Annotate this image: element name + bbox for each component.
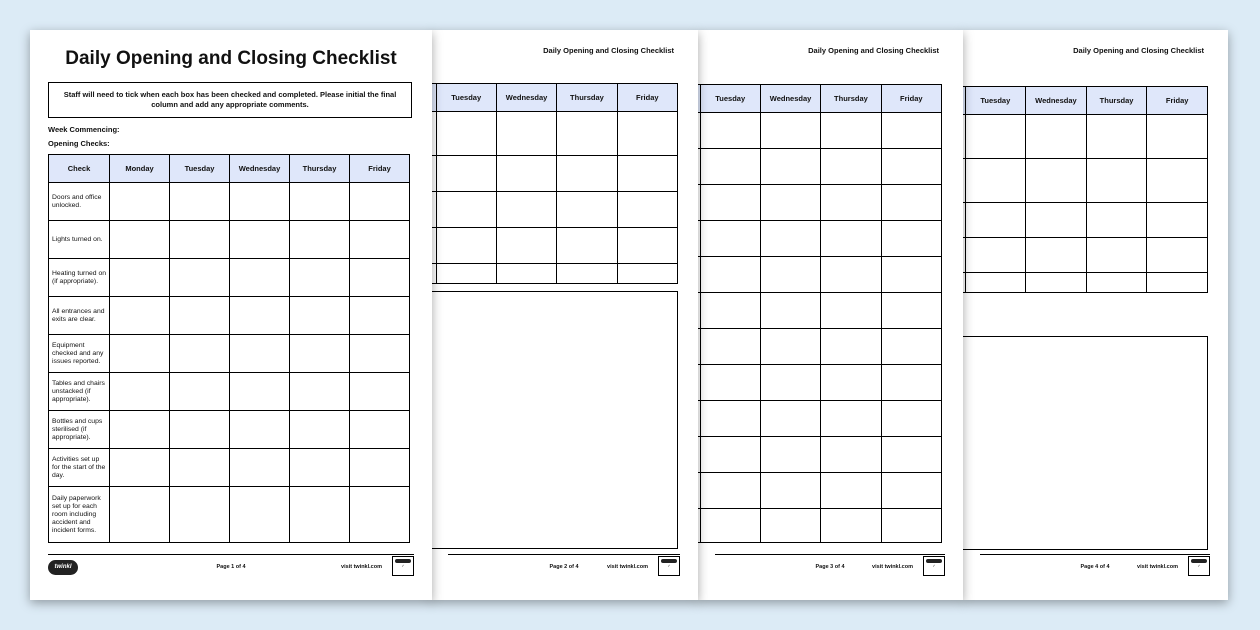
page-footer [48, 554, 414, 578]
tick-cell[interactable] [110, 487, 170, 543]
check-label: Equipment checked and any issues reported. [49, 335, 110, 373]
table-row [49, 259, 410, 297]
tick-cell[interactable] [350, 297, 410, 335]
table-row [962, 159, 1208, 203]
tick-cell[interactable] [170, 297, 230, 335]
page-number: Page 3 of 4 [815, 564, 845, 570]
page-number: Page 4 of 4 [1080, 564, 1110, 570]
tick-cell[interactable] [110, 373, 170, 411]
tick-cell[interactable] [230, 449, 290, 487]
table-row [49, 335, 410, 373]
tick-cell[interactable] [170, 335, 230, 373]
tick-cell[interactable] [290, 449, 350, 487]
tick-cell[interactable] [110, 221, 170, 259]
page-footer [715, 554, 945, 578]
worksheet-page-4 [962, 30, 1228, 600]
column-header: Wednesday [1026, 87, 1087, 115]
table-row [49, 487, 410, 543]
tick-cell[interactable] [230, 487, 290, 543]
week-commencing-label: Week Commencing: [48, 125, 120, 134]
website-link: visit twinkl.com [607, 564, 648, 570]
column-header: Tuesday [965, 87, 1026, 115]
table-row [49, 411, 410, 449]
tick-cell[interactable] [350, 373, 410, 411]
checklist-table [697, 84, 942, 543]
table-row [962, 238, 1208, 273]
column-header: Thursday [1086, 87, 1147, 115]
tick-cell[interactable] [230, 221, 290, 259]
comments-box [962, 336, 1208, 550]
tick-cell[interactable] [230, 335, 290, 373]
tick-cell[interactable] [110, 335, 170, 373]
column-header: Wednesday [760, 85, 820, 113]
tick-cell[interactable] [110, 449, 170, 487]
quality-badge-icon: ✓ [658, 556, 680, 576]
table-row [697, 473, 942, 509]
table-header-row [49, 155, 410, 183]
check-label: Bottles and cups sterilised (if appropriate). [49, 411, 110, 449]
column-header: Friday [1147, 87, 1208, 115]
column-header: Tuesday [700, 85, 760, 113]
twinkl-logo: twinkl [48, 560, 78, 575]
checklist-table [430, 83, 678, 284]
column-header: Wednesday [230, 155, 290, 183]
page-title: Daily Opening and Closing Checklist [65, 48, 397, 69]
column-header: Friday [881, 85, 941, 113]
column-header: Tuesday [436, 84, 496, 112]
table-row [49, 183, 410, 221]
tick-cell[interactable] [350, 335, 410, 373]
column-header: Thursday [821, 85, 881, 113]
tick-cell[interactable] [290, 411, 350, 449]
table-row [697, 401, 942, 437]
table-row [962, 273, 1208, 293]
table-row [697, 293, 942, 329]
table-header-row [430, 84, 678, 112]
tick-cell[interactable] [290, 259, 350, 297]
table-header-row [962, 87, 1208, 115]
column-header: Thursday [290, 155, 350, 183]
website-link: visit twinkl.com [341, 564, 382, 570]
tick-cell[interactable] [350, 487, 410, 543]
tick-cell[interactable] [350, 411, 410, 449]
table-row [697, 149, 942, 185]
table-header-row [697, 85, 942, 113]
table-row [962, 203, 1208, 238]
website-link: visit twinkl.com [1137, 564, 1178, 570]
table-row [697, 257, 942, 293]
table-row [697, 221, 942, 257]
tick-cell[interactable] [230, 373, 290, 411]
tick-cell[interactable] [230, 411, 290, 449]
check-label: Heating turned on (if appropriate). [49, 259, 110, 297]
tick-cell[interactable] [350, 183, 410, 221]
tick-cell[interactable] [170, 259, 230, 297]
tick-cell[interactable] [290, 487, 350, 543]
check-label: All entrances and exits are clear. [49, 297, 110, 335]
page-header: Daily Opening and Closing Checklist [808, 46, 939, 55]
table-row [430, 228, 678, 264]
table-row [697, 329, 942, 365]
tick-cell[interactable] [230, 297, 290, 335]
table-row [697, 113, 942, 149]
tick-cell[interactable] [290, 373, 350, 411]
tick-cell[interactable] [170, 183, 230, 221]
tick-cell[interactable] [290, 221, 350, 259]
tick-cell[interactable] [230, 183, 290, 221]
table-row [697, 509, 942, 543]
website-link: visit twinkl.com [872, 564, 913, 570]
page-header: Daily Opening and Closing Checklist [543, 46, 674, 55]
table-row [49, 221, 410, 259]
page-header: Daily Opening and Closing Checklist [1073, 46, 1204, 55]
tick-cell[interactable] [350, 221, 410, 259]
check-label: Activities set up for the start of the day. [49, 449, 110, 487]
table-row [697, 365, 942, 401]
table-row [49, 373, 410, 411]
tick-cell[interactable] [170, 221, 230, 259]
column-header: Wednesday [496, 84, 556, 112]
tick-cell[interactable] [290, 335, 350, 373]
instructions-box: Staff will need to tick when each box has been checked and completed. Please initial the final column and add any appropriate comments. [48, 82, 412, 118]
tick-cell[interactable] [350, 259, 410, 297]
quality-badge-icon: ✓ [923, 556, 945, 576]
column-header: Tuesday [170, 155, 230, 183]
checklist-table [962, 86, 1208, 293]
table-row [697, 185, 942, 221]
tick-cell[interactable] [290, 183, 350, 221]
table-row [430, 156, 678, 192]
tick-cell[interactable] [110, 297, 170, 335]
page-number: Page 1 of 4 [216, 564, 246, 570]
worksheet-page-2 [430, 30, 698, 600]
page-number: Page 2 of 4 [549, 564, 579, 570]
quality-badge-icon: ✓ [1188, 556, 1210, 576]
check-label: Tables and chairs unstacked (if appropriate). [49, 373, 110, 411]
table-row [962, 115, 1208, 159]
check-label: Lights turned on. [49, 221, 110, 259]
check-label: Doors and office unlocked. [49, 183, 110, 221]
column-header: Thursday [557, 84, 617, 112]
quality-badge-icon: ✓ [392, 556, 414, 576]
tick-cell[interactable] [110, 183, 170, 221]
opening-checks-label: Opening Checks: [48, 139, 110, 148]
opening-checks-table [48, 154, 410, 543]
tick-cell[interactable] [170, 411, 230, 449]
tick-cell[interactable] [170, 373, 230, 411]
page-footer [448, 554, 680, 578]
table-row [697, 437, 942, 473]
page-footer [980, 554, 1210, 578]
column-header: Check [49, 155, 110, 183]
tick-cell[interactable] [110, 411, 170, 449]
tick-cell[interactable] [350, 449, 410, 487]
worksheet-page-3 [697, 30, 963, 600]
tick-cell[interactable] [290, 297, 350, 335]
column-header: Monday [110, 155, 170, 183]
table-row [49, 297, 410, 335]
table-row [430, 264, 678, 284]
column-header: Friday [350, 155, 410, 183]
tick-cell[interactable] [230, 259, 290, 297]
table-row [430, 112, 678, 156]
check-label: Daily paperwork set up for each room including accident and incident forms. [49, 487, 110, 543]
table-row [49, 449, 410, 487]
worksheet-page-1 [30, 30, 432, 600]
comments-box [430, 291, 678, 549]
tick-cell[interactable] [170, 487, 230, 543]
column-header: Friday [617, 84, 677, 112]
tick-cell[interactable] [110, 259, 170, 297]
tick-cell[interactable] [170, 449, 230, 487]
table-row [430, 192, 678, 228]
